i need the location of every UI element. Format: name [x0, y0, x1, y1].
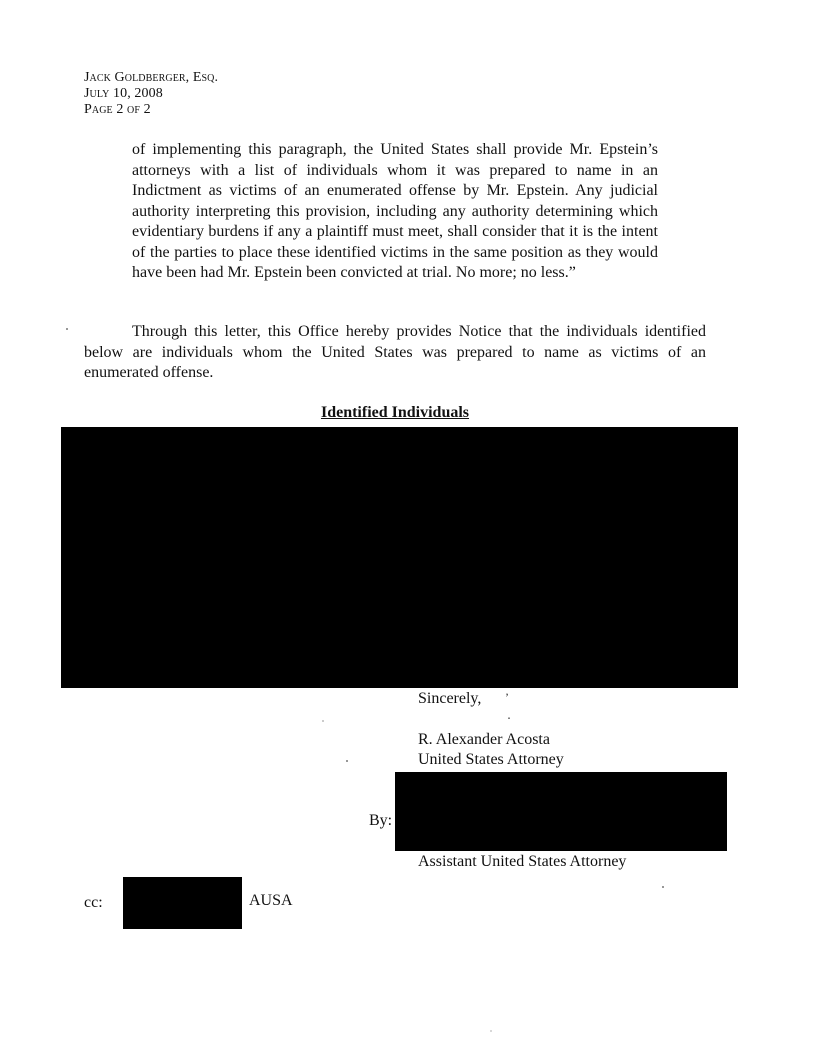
- recipient-line: Jack Goldberger, Esq.: [84, 70, 219, 85]
- signature-mark: ’: [505, 690, 509, 704]
- closing-sincerely: Sincerely,: [418, 690, 482, 707]
- scan-speck: [346, 760, 348, 762]
- by-label: By:: [369, 812, 393, 829]
- quoted-agreement-paragraph: of implementing this paragraph, the United States shall provide Mr. Epstein’s attorneys with a list of individuals whom it was prepared to name in an Indictment as victims of an enumerated offense by Mr. Epstein. Any judicial authority interpreting this provision, including any authority determining which evidentiary burdens if any a plaintiff must meet, shall consider that it is the intent of the parties to place these identified victims in the same position as they would have been had Mr. Epstein been convicted at trial. No more; no less.”: [132, 141, 658, 281]
- cc-label: cc:: [84, 894, 103, 911]
- scan-speck: [322, 720, 324, 722]
- scan-speck: [66, 328, 68, 330]
- signature-mark-2: ․: [507, 708, 512, 722]
- notice-paragraph: Through this letter, this Office hereby provides Notice that the individuals identified below are individuals whom the United States was prepared to name as victims of an enumerated offense.: [84, 323, 706, 381]
- date-line: July 10, 2008: [84, 86, 163, 101]
- signer-title: United States Attorney: [418, 751, 564, 768]
- letter-header: [84, 70, 218, 118]
- assistant-attorney-title: Assistant United States Attorney: [418, 853, 627, 870]
- redaction-block-cc-name: [123, 877, 242, 929]
- redaction-block-signature: [395, 772, 727, 851]
- scan-speck: [662, 886, 664, 888]
- redaction-block-identified-individuals: [61, 427, 738, 688]
- section-title: Identified Individuals: [320, 404, 470, 421]
- page-number-line: Page 2 of 2: [84, 102, 151, 117]
- scan-speck: [490, 1030, 492, 1032]
- signer-name: R. Alexander Acosta: [418, 731, 550, 748]
- cc-suffix: AUSA: [249, 892, 293, 909]
